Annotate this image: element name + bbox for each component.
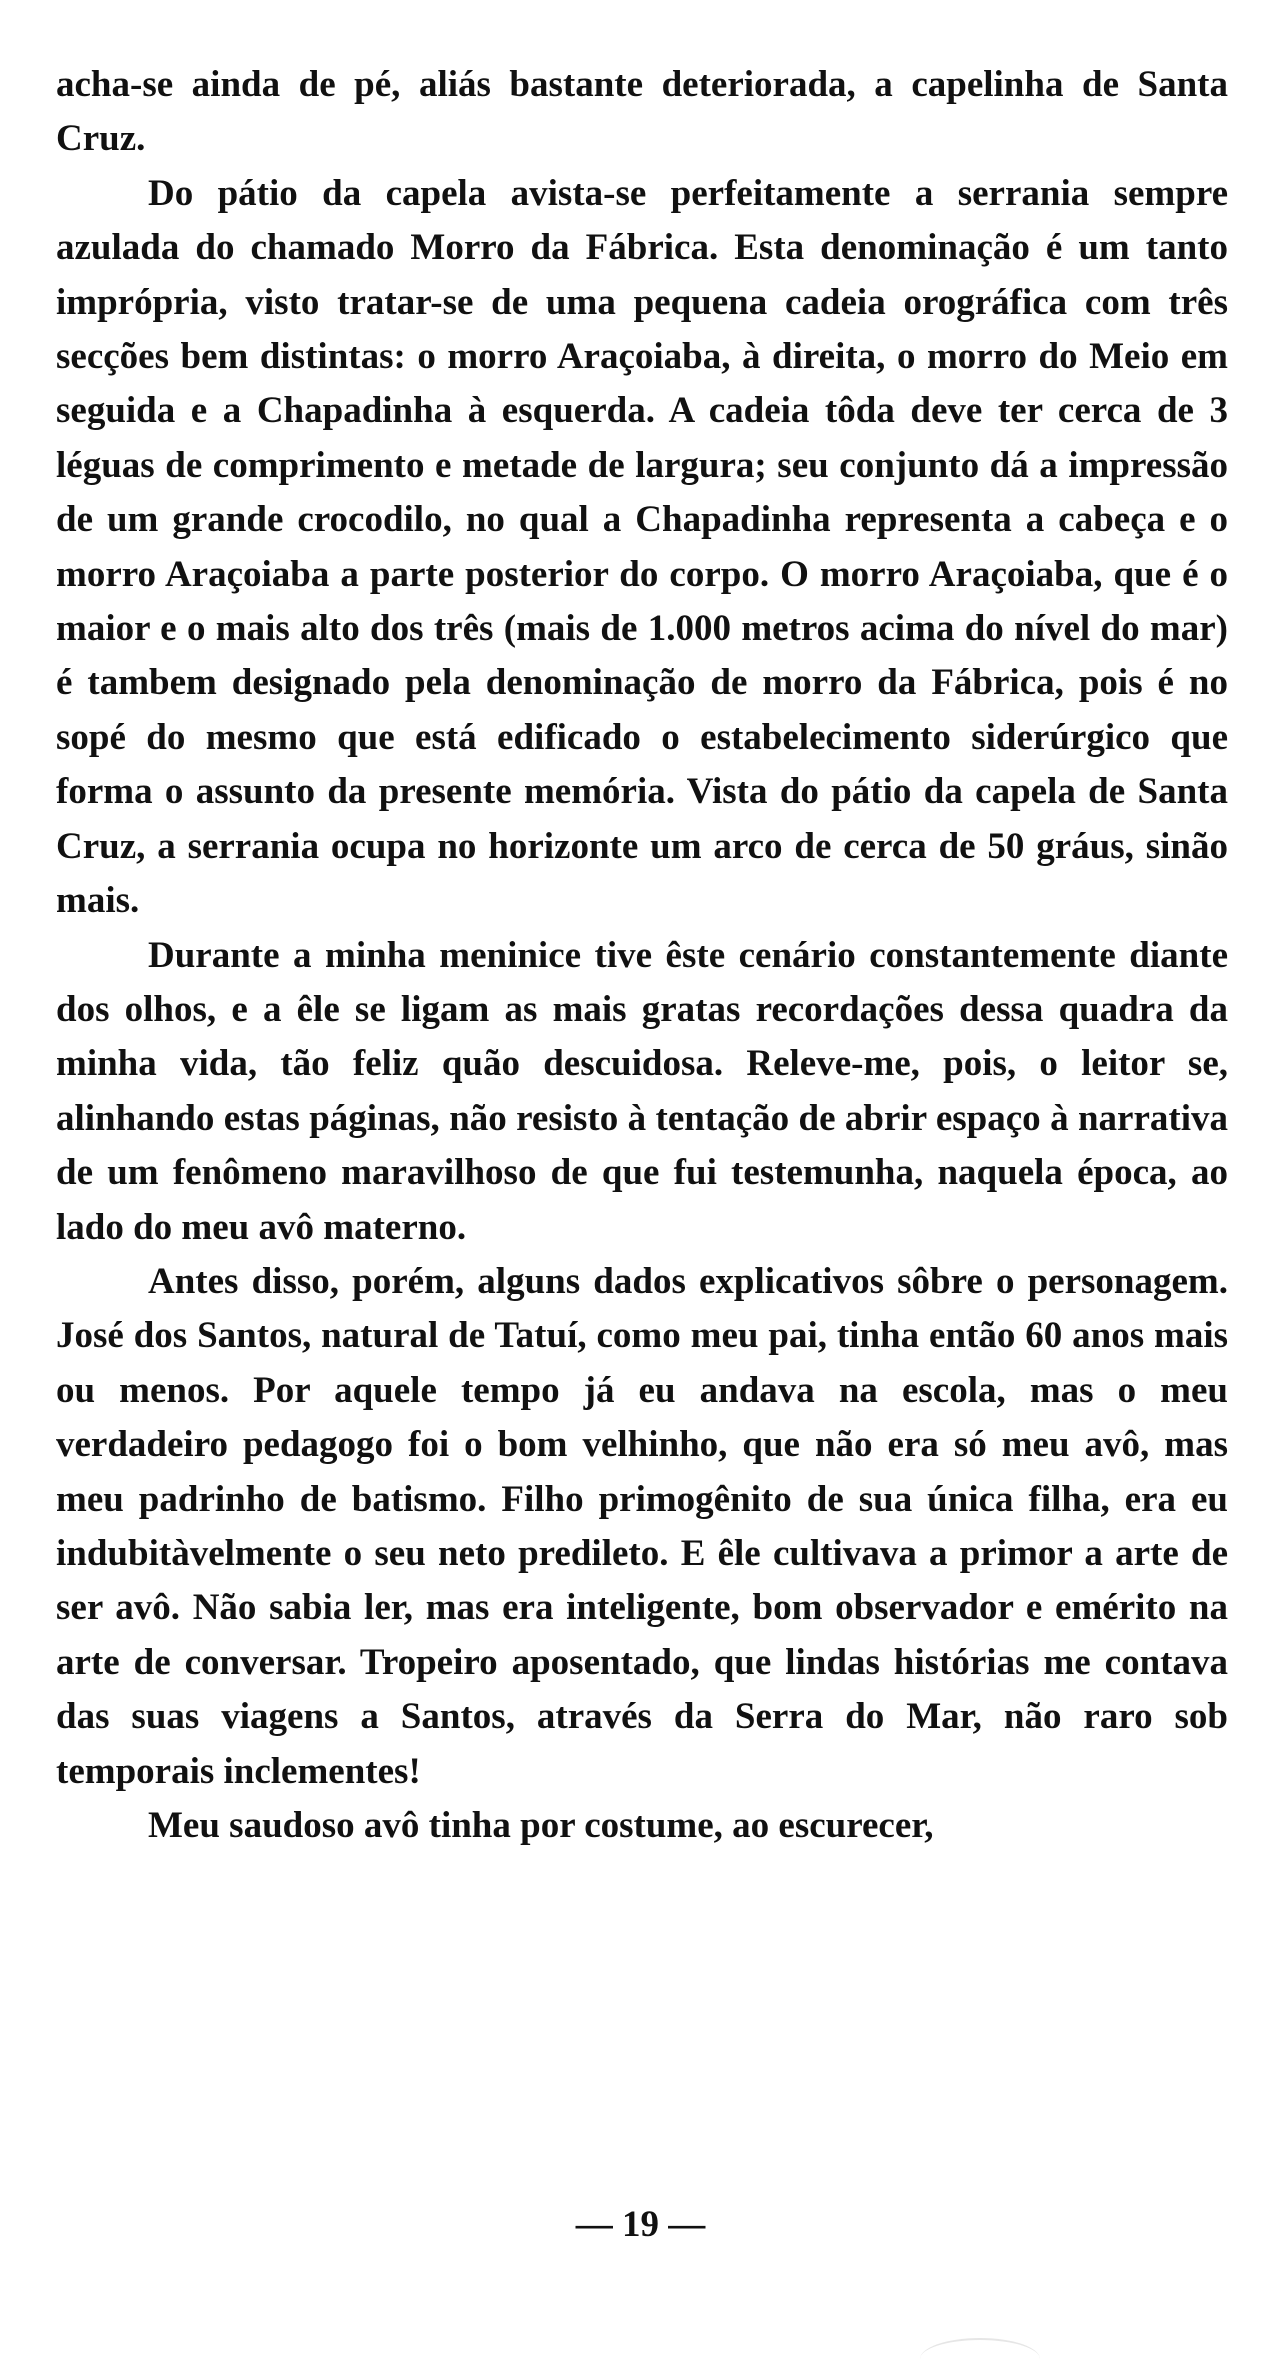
- paragraph-2-segment-4: à esquerda. A cadeia tôda deve ter cerca de 3 léguas de comprimento e metade de largura; seu conjunto dá a impressão de um grande crocodilo, no qual a Chapadinha representa a cabeça e o morro Araçoiaba a parte posterior do corpo. O morro Araçoiaba, que é o maior e o mais alto dos três (mais de 1.000 metros acima do nível do mar) é tambem designado pela denominação de: [56, 390, 1229, 704]
- paragraph-1-text: acha-se ainda de pé, aliás bastante deteriorada, a capelinha de Santa Cruz.: [56, 64, 1228, 160]
- term-chapadinha: Chapadinha: [256, 390, 453, 432]
- paragraph-5-text: Meu saudoso avô tinha por costume, ao escurecer,: [148, 1805, 934, 1846]
- faint-stamp-mark: [920, 2338, 1040, 2380]
- paragraph-3-text: Durante a minha meninice tive êste cenário constantemente diante dos olhos, e a êle se ligam as mais gratas recordações dessa quadra da minha vida, tão feliz quão descuidosa. Releve-me, pois, o leitor se, alinhando estas páginas, não resisto à tentação de abrir espaço à narrativa de um fenômeno maravilhoso de que fui testemunha, naquela época, ao lado do meu avô materno.: [56, 934, 1228, 1248]
- term-morro-aracoiaba: morro Araçoiaba,: [447, 336, 731, 378]
- page-number: — 19 —: [575, 2204, 706, 2245]
- paragraph-2-segment-2: à direita, o: [730, 336, 927, 378]
- paragraph-1: [56, 58, 1228, 167]
- paragraph-2-segment-3: em seguida e a: [56, 336, 1228, 432]
- term-morro-da-fabrica: morro da Fábrica,: [762, 662, 1064, 704]
- paragraph-2-segment-5: pois é no sopé do mesmo que está edificado o estabelecimento siderúrgico que forma o assunto da presente memória. Vista do pátio da capela de Santa Cruz, a serrania ocupa no horizonte um arco de cerca de 50 gráus, sinão mais.: [56, 662, 1228, 922]
- page-body: [56, 58, 1228, 1853]
- paragraph-5: [56, 1799, 1228, 1853]
- paragraph-3: [56, 929, 1228, 1255]
- paragraph-2-segment-1: Do pátio da capela avista-se perfeitamente a serrania sempre azulada do chamado Morro da Fábrica. Esta denominação é um tanto imprópria, visto tratar-se de uma pequena cadeia orográfica com três secções bem distintas: o: [56, 172, 1228, 378]
- paragraph-2: [56, 167, 1228, 929]
- paragraph-4-text: Antes disso, porém, alguns dados explicativos sôbre o personagem. José dos Santos, natural de Tatuí, como meu pai, tinha então 60 anos mais ou menos. Por aquele tempo já eu andava na escola, mas o meu verdadeiro pedagogo foi o bom velhinho, que não era só meu avô, mas meu padrinho de batismo. Filho primogênito de sua única filha, era eu indubitàvelmente o seu neto predileto. E êle cultivava a primor a arte de ser avô. Não sabia ler, mas era inteligente, bom observador e emérito na arte de conversar. Tropeiro aposentado, que lindas histórias me contava das suas viagens a Santos, através da Serra do Mar, não raro sob temporais inclementes!: [56, 1260, 1228, 1792]
- term-morro-do-meio: morro do Meio: [926, 336, 1170, 378]
- paragraph-4: [56, 1255, 1228, 1799]
